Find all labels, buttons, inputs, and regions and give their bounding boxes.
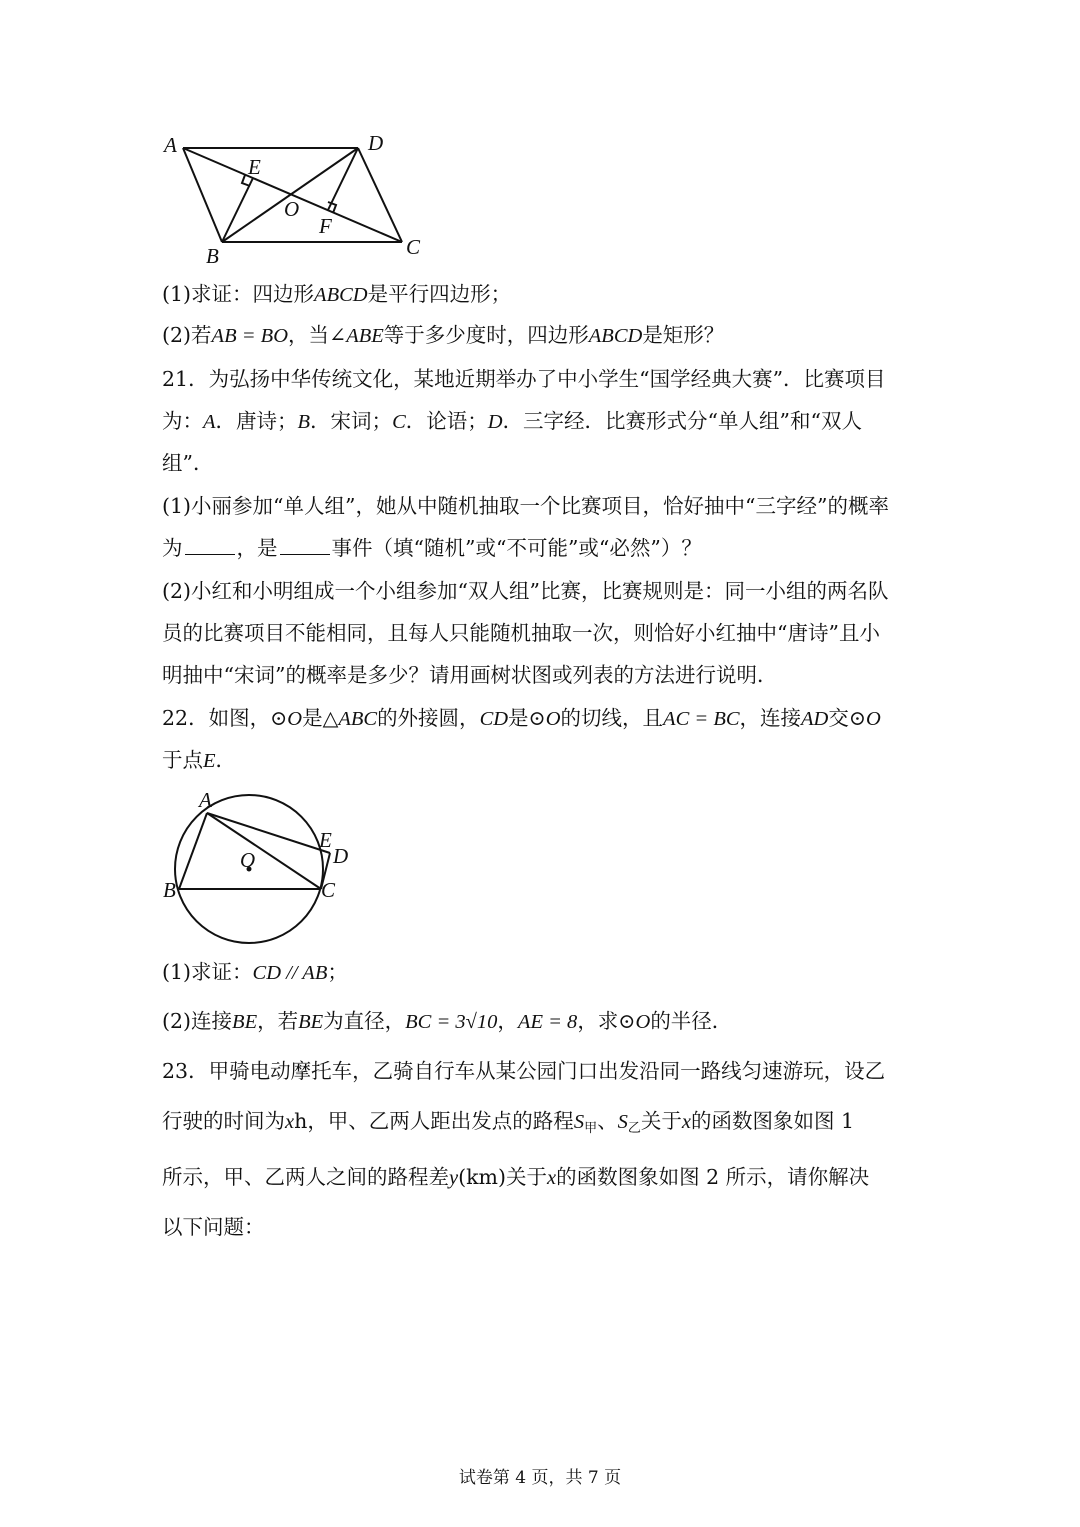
q21-part2-line2: 员的比赛项目不能相同，且每人只能随机抽取一次，则恰好小红抽中“唐诗”且小 <box>162 621 880 645</box>
label-D: D <box>368 131 384 155</box>
q23-stem-line3: 所示，甲、乙两人之间的路程差y(km)关于x的函数图象如图 2 所示，请你解决 <box>162 1165 870 1189</box>
q23-stem-line4: 以下问题： <box>162 1215 265 1239</box>
segment-DC <box>358 148 402 242</box>
diagonal-BD <box>222 148 358 242</box>
label-A: A <box>164 133 177 157</box>
q21-part1-line1: (1)小丽参加“单人组”，她从中随机抽取一个比赛项目，恰好抽中“三字经”的概率 <box>162 494 889 518</box>
label-B: B <box>163 878 176 902</box>
q21-stem-line2: 为：A．唐诗；B．宋词；C．论语；D．三字经．比赛形式分“单人组”和“双人 <box>162 409 863 433</box>
circle-figure <box>155 785 375 950</box>
segment-AB <box>179 813 207 889</box>
q22-stem-line2: 于点E． <box>162 748 237 772</box>
q23-stem-line2: 行驶的时间为xh，甲、乙两人距出发点的路程$S_甲$、$S_乙$关于x的函数图象如图 1 <box>162 1109 855 1136</box>
label-F: F <box>319 214 332 238</box>
label-E: E <box>319 828 332 852</box>
page-footer: 试卷第 4 页，共 7 页 <box>458 1468 622 1488</box>
segment-AD <box>207 813 330 853</box>
q22-part1: (1)求证：CD // AB； <box>162 960 348 984</box>
q22-stem-line1: 22．如图，⊙O是△ABC的外接圆，CD是⊙O的切线，且AC = BC，连接AD交⊙O <box>162 706 881 730</box>
label-O: O <box>240 848 256 872</box>
label-A: A <box>199 788 212 812</box>
answer-blank-event-type[interactable] <box>280 536 330 555</box>
q21-part1-line2: 为 ，是 事件（填“随机”或“不可能”或“必然”）？ <box>162 536 702 560</box>
parallelogram-figure <box>150 130 440 270</box>
q21-stem-line3: 组”． <box>162 451 214 475</box>
label-D: D <box>333 844 349 868</box>
answer-blank-probability[interactable] <box>185 536 235 555</box>
label-C: C <box>406 235 421 259</box>
q20-part1: (1)求证：四边形ABCD是平行四边形； <box>162 282 512 306</box>
q21-part2-line3: 明抽中“宋词”的概率是多少？请用画树状图或列表的方法进行说明． <box>162 663 778 687</box>
q23-stem-line1: 23．甲骑电动摩托车，乙骑自行车从某公园门口出发沿同一路线匀速游玩，设乙 <box>162 1059 886 1083</box>
label-E: E <box>248 155 261 179</box>
q22-part2: (2)连接BE，若BE为直径，BC = 3√10，AE = 8，求⊙O的半径． <box>162 1009 733 1033</box>
q20-part2: (2)若AB = BO，当∠ABE等于多少度时，四边形ABCD是矩形？ <box>162 323 725 347</box>
q21-stem-line1: 21．为弘扬中华传统文化，某地近期举办了中小学生“国学经典大赛”．比赛项目 <box>162 367 886 391</box>
label-C: C <box>321 878 336 902</box>
segment-AC <box>207 813 321 889</box>
label-O: O <box>284 197 300 221</box>
q21-part2-line1: (2)小红和小明组成一个小组参加“双人组”比赛，比赛规则是：同一小组的两名队 <box>162 579 889 603</box>
label-B: B <box>206 244 219 268</box>
